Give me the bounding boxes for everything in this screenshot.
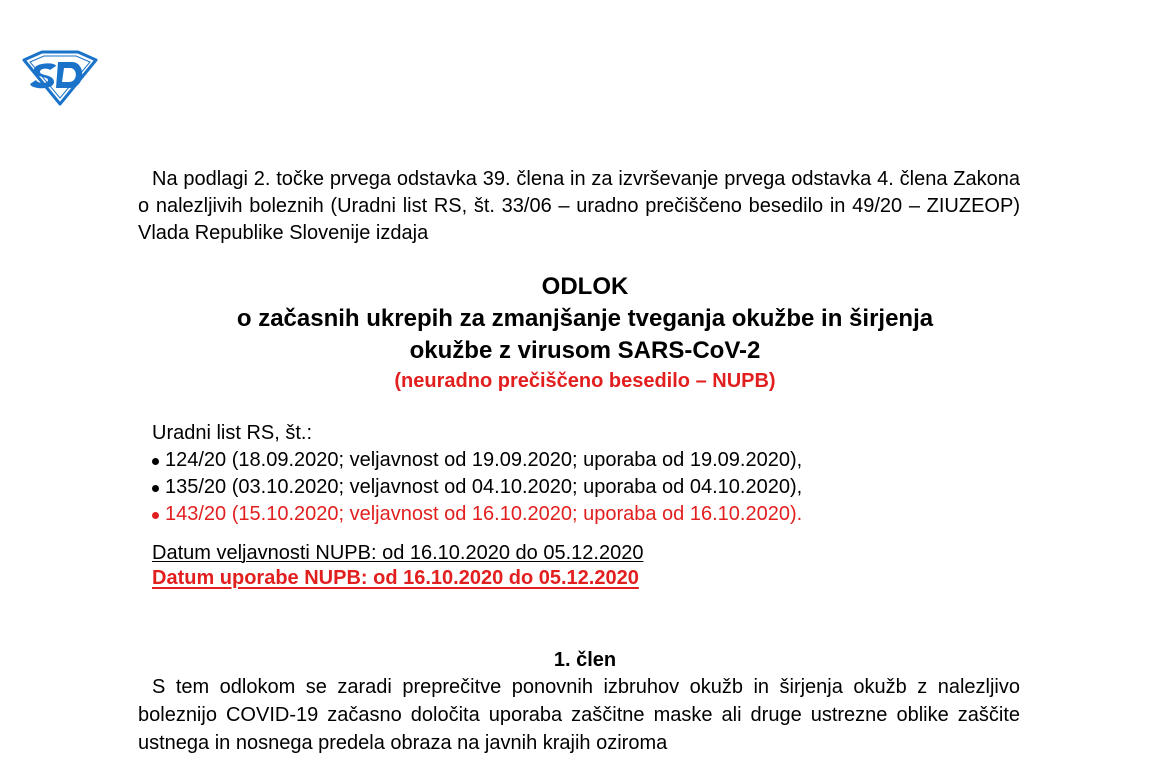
document-subtitle-line-1: o začasnih ukrepih za zmanjšanje tveganja okužbe in širjenja (236, 305, 934, 332)
document-title-block (138, 271, 1032, 395)
gazette-item-latest: 143/20 (15.10.2020; veljavnost od 16.10.2020; uporaba od 16.10.2020). (152, 501, 1012, 528)
article-1-heading: 1. člen (553, 649, 617, 671)
preamble-text: Na podlagi 2. točke prvega odstavka 39. člena in za izvrševanje prvega odstavka 4. člena Zakona o nalezljivih boleznih (Uradni list RS, št. 33/06 – uradno prečiščeno besedilo in 49/20 – ZIUZEOP) Vlada Republike Slovenije izdaja (138, 168, 1020, 244)
document-subtitle-line-2: okužbe z virusom SARS-CoV-2 (409, 337, 761, 364)
nupb-note: (neuradno prečiščeno besedilo – NUPB) (394, 370, 776, 392)
document-title: ODLOK (541, 273, 629, 300)
gazette-references (152, 420, 1012, 528)
gazette-item: 124/20 (18.09.2020; veljavnost od 19.09.2020; uporaba od 19.09.2020), (152, 447, 1012, 474)
gazette-item: 135/20 (03.10.2020; veljavnost od 04.10.2020; uporaba od 04.10.2020), (152, 474, 1012, 501)
article-1-text: S tem odlokom se zaradi preprečitve ponovnih izbruhov okužb in širjenja okužb z nalezljivo boleznijo COVID-19 začasno določita uporaba zaščitne maske ali druge ustrezne oblike zaščite ustnega in nosnega predela obraza na javnih krajih oziroma (138, 676, 1020, 754)
application-date: Datum uporabe NUPB: od 16.10.2020 do 05.12.2020 (152, 567, 639, 589)
nupb-dates (152, 541, 643, 591)
validity-date: Datum veljavnosti NUPB: od 16.10.2020 do 05.12.2020 (152, 542, 644, 564)
sd-logo-icon (20, 50, 98, 106)
gazette-heading: Uradni list RS, št.: (152, 422, 313, 444)
gazette-list (152, 447, 1012, 528)
